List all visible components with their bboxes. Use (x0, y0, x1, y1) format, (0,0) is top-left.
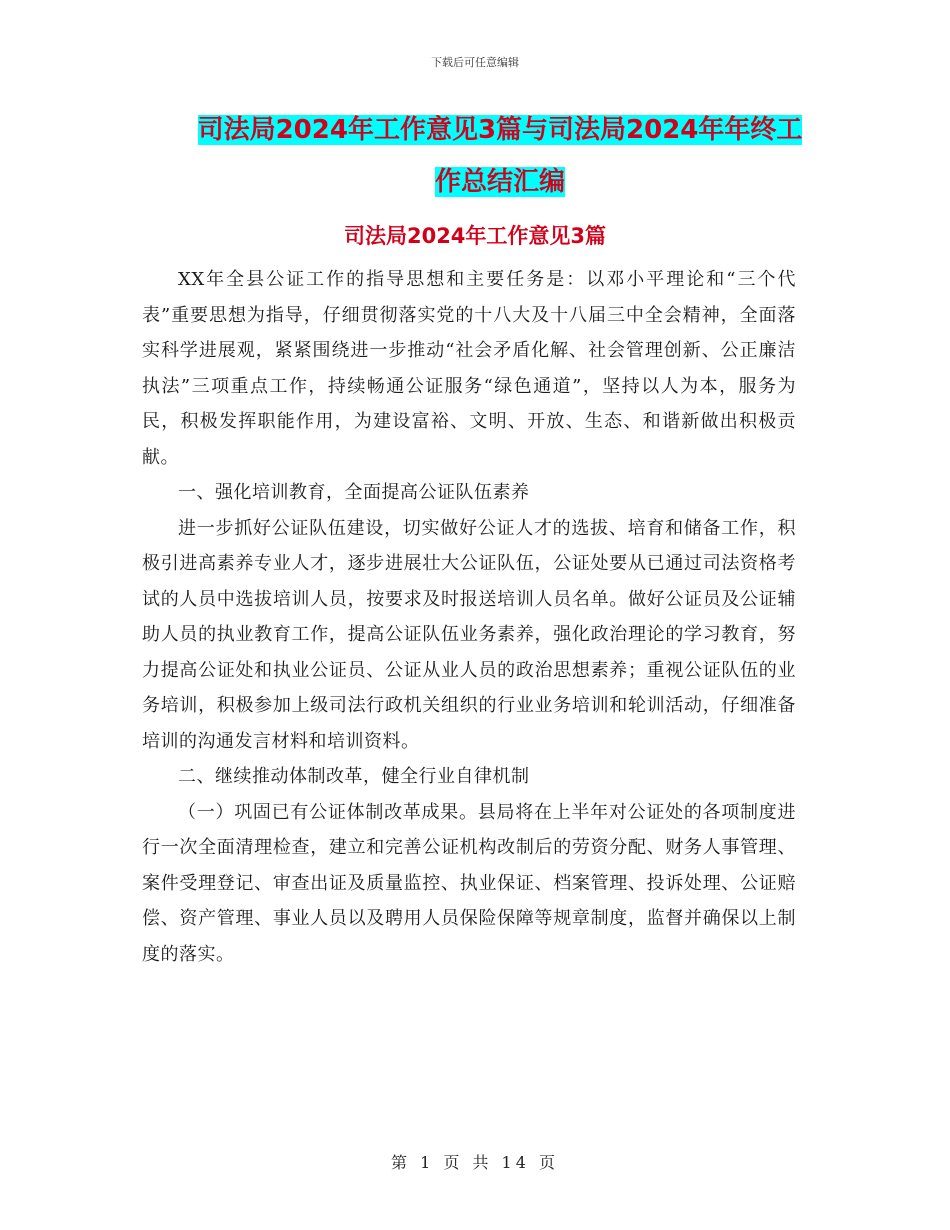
section-title: 司法局2024年工作意见3篇 (343, 224, 607, 248)
page-number: 第 1 页 共 14 页 (391, 1153, 559, 1172)
document-title-text: 司法局2024年工作意见3篇与司法局2024年年终工作总结汇编 (197, 115, 803, 197)
paragraph: （一）巩固已有公证体制改革成果。县局将在上半年对公证处的各项制度进行一次全面清理检查，建立和完善公证机构改制后的劳资分配、财务人事管理、案件受理登记、审查出证及质量监控、执业保证、档案管理、投诉处理、公证赔偿、资产管理、事业人员以及聘用人员保险保障等规章制度，监督并确保以上制度的落实。 (142, 801, 796, 965)
document-title (190, 104, 810, 208)
document-body (142, 262, 796, 972)
header-note: 下载后可任意编辑 (431, 56, 519, 69)
paragraph: 进一步抓好公证队伍建设，切实做好公证人才的选拔、培育和储备工作，积极引进高素养专业人才，逐步进展壮大公证队伍，公证处要从已通过司法资格考试的人员中选拔培训人员，按要求及时报送培训人员名单。做好公证员及公证辅助人员的执业教育工作，提高公证队伍业务素养，强化政治理论的学习教育，努力提高公证处和执业公证员、公证从业人员的政治思想素养；重视公证队伍的业务培训，积极参加上级司法行政机关组织的行业业务培训和轮训活动，仔细准备培训的沟通发言材料和培训资料。 (142, 517, 796, 752)
paragraph-heading: 二、继续推动体制改革，健全行业自律机制 (178, 766, 530, 787)
paragraph-heading: 一、强化培训教育，全面提高公证队伍素养 (178, 482, 530, 503)
paragraph: XX年全县公证工作的指导思想和主要任务是：以邓小平理论和“三个代表”重要思想为指导，仔细贯彻落实党的十八大及十八届三中全会精神，全面落实科学进展观，紧紧围绕进一步推动“社会矛盾化解、社会管理创新、公正廉洁执法”三项重点工作，持续畅通公证服务“绿色通道”，坚持以人为本，服务为民，积极发挥职能作用，为建设富裕、文明、开放、生态、和谐新做出积极贡献。 (142, 269, 796, 468)
